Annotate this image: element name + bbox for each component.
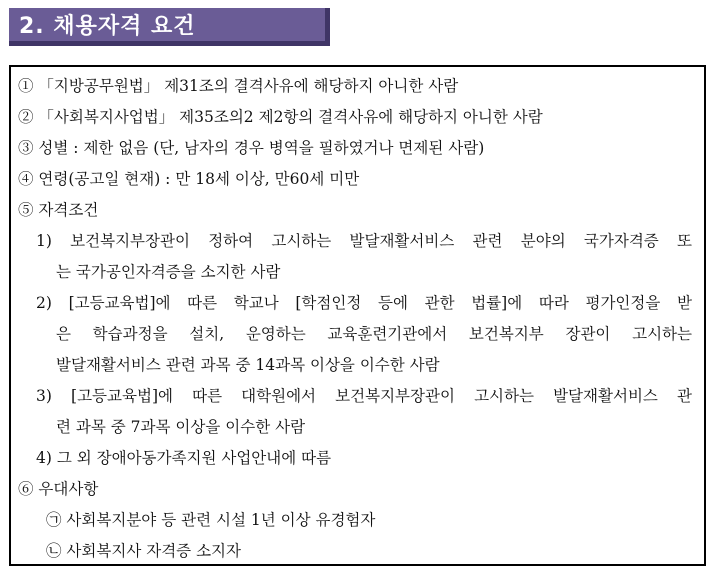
requirement-4: ④ 연령(공고일 현재) : 만 18세 이상, 만60세 미만: [18, 170, 360, 188]
qualification-1-line-1: 1) 보건복지부장관이 정하여 고시하는 발달재활서비스 관련 분야의 국가자격증 또: [36, 232, 692, 250]
preference-2: ㉡ 사회복지사 자격증 소지자: [46, 542, 241, 560]
qualification-3-line-1: 3) [고등교육법]에 따른 대학원에서 보건복지부장관이 고시하는 발달재활서비스 관: [36, 387, 692, 405]
requirement-1: ① 「지방공무원법」 제31조의 결격사유에 해당하지 아니한 사람: [18, 77, 459, 95]
requirement-6: ⑥ 우대사항: [18, 480, 99, 498]
qualification-4: 4) 그 외 장애아동가족지원 사업안내에 따름: [36, 449, 332, 467]
requirement-5: ⑤ 자격조건: [18, 201, 99, 219]
section-title: 2. 채용자격 요건: [19, 14, 196, 39]
qualification-1-line-2: 는 국가공인자격증을 소지한 사람: [56, 263, 281, 281]
section-title-banner: [9, 8, 330, 46]
preference-1: ㉠ 사회복지분야 등 관련 시설 1년 이상 유경험자: [46, 511, 376, 529]
qualification-2-line-1: 2) [고등교육법]에 따른 학교나 [학점인정 등에 관한 법률]에 따라 평가인정을 받: [36, 294, 692, 312]
qualification-3-line-2: 련 과목 중 7과목 이상을 이수한 사람: [56, 418, 306, 436]
qualification-2-line-2: 은 학습과정을 설치, 운영하는 교육훈련기관에서 보건복지부 장관이 고시하는: [56, 325, 692, 343]
requirement-3: ③ 성별 : 제한 없음 (단, 남자의 경우 병역을 필하였거나 면제된 사람): [18, 139, 485, 157]
requirement-2: ② 「사회복지사업법」 제35조의2 제2항의 결격사유에 해당하지 아니한 사람: [18, 108, 543, 126]
qualification-2-line-3: 발달재활서비스 관련 과목 중 14과목 이상을 이수한 사람: [56, 356, 440, 374]
